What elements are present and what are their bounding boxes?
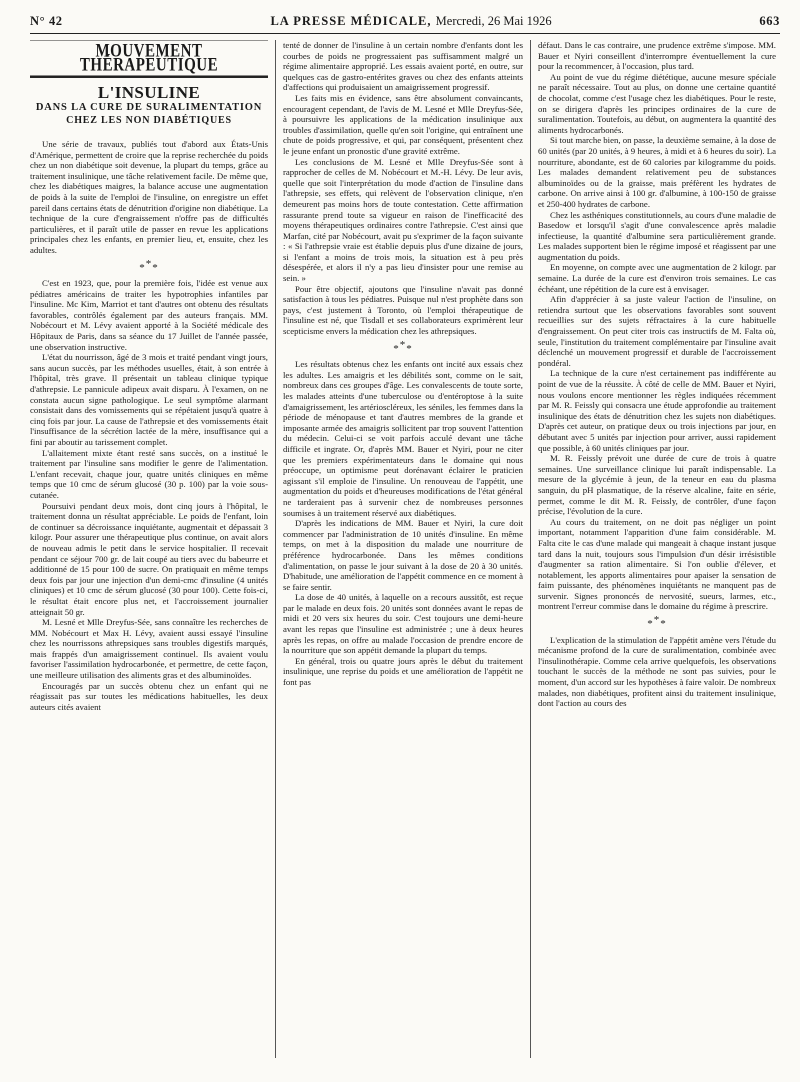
paragraph: C'est en 1923, que, pour la première fois, l'idée est venue aux pédiatres américains de traiter les hypotrophies infantiles par l'insuline. Mc Kim, Marriot et tant d'autres ont obtenu des résultats favorables, contrôlés également par des auteurs français. MM. Nobécourt et M. Lévy avaient apporté à la Société médicale des Hôpitaux de Paris, dans sa séance du 17 Juillet de l'année passée, une observation instructive. [30,278,268,352]
column-2 [275,40,531,1058]
title-line-1: L'INSULINE [97,83,201,103]
journal-masthead [270,14,551,29]
paragraph: La dose de 40 unités, à laquelle on a recours aussitôt, est reçue par le malade en deux fois. 20 unités sont données avant le repas de midi et 20 vers six heures du soir. C'est toujours une demi-heure avant les repas que l'insuline est administrée ; une à deux heures après les repas, on offre au malade l'occasion de prendre encore de la nourriture que son appétit demande la plupart du temps. [283,592,523,656]
paragraph: défaut. Dans le cas contraire, une prudence extrême s'impose. MM. Bauer et Nyiri conseillent d'interrompre éventuellement la cure pour la recommencer, à l'occasion, plus tard. [538,40,776,72]
section-separator: *** [647,614,667,631]
journal-page [30,14,780,1074]
paragraph: M. R. Feissly prévoit une durée de cure de trois à quatre semaines. Une surveillance clinique lui paraît indispensable. La mesure de la glycémie à jeun, de la teneur en eau du plasma sanguin, du pH plasmatique, de la réserve alcaline, faite en série, permet, comme le dit M. R. Feissly, de contrôler, d'une façon précise, l'évolution de la cure. [538,453,776,517]
paragraph: Les résultats obtenus chez les enfants ont incité aux essais chez les adultes. Les amaigris et les débilités sont, comme on le sait, nombreux dans ces groupes d'âge. Les convalescents de toute sorte, les malades atteints d'une tuberculose ou d'entéroptose à la suite d'amaigrissement, les artérioscléreux, les séniles, les femmes dans la période de ménopause et tant d'autres membres de la grande et imposante armée des amaigris sollicitent par trop souvent l'attention du médecin. Celui-ci se voit parfois acculé devant une tâche difficile et ingrate. Or, d'après MM. Bauer et Nyiri, pour ne citer que les premiers expérimentateurs dans le domaine qui nous préoccupe, un optimisme peut dorénavant éclairer le praticien agissant s'il emploie de l'insuline. Un renouveau de l'appétit, une augmentation du poids et d'heureuses modifications de l'état général ne tarderaient pas à survenir chez de nombreuses personnes soumises à un traitement réservé aux diabétiques. [283,359,523,518]
paragraph: En moyenne, on compte avec une augmentation de 2 kilogr. par semaine. La durée de la cure est d'environ trois semaines. Le cas échéant, une répétition de la cure est à envisager. [538,262,776,294]
paragraph: Au cours du traitement, on ne doit pas négliger un point important, notamment l'apparition d'une faim considérable. M. Falta cite le cas d'une malade qui mangeait à chaque instant jusque tard dans la nuit, toujours sous l'impulsion d'un désir irrésistible d'augmenter sa ration alimentaire. Si l'on oublie d'élever, et notablement, les apports alimentaires pour apaiser la sensation de faim puissante, des phénomènes inquiétants ne manquent pas de survenir. Signes prononcés de nervosité, sueurs, larmes, etc., montrent l'erreur commise dans le domaine du régime à prescrire. [538,516,776,612]
title-line-2: DANS LA CURE DE SURALIMENTATION [35,101,263,113]
paragraph: M. Lesné et Mlle Dreyfus-Sée, sans connaître les recherches de MM. Nobécourt et Max H. Lévy, avaient aussi essayé l'insuline chez les nourrissons athrepsiques sans troubles digestifs marqués, mais frappés d'un amaigrissement continuel. Ils avaient voulu favoriser l'assimilation hydrocarbonée, et permettre, de cette façon, une meilleure utilisation des aliments gras et des albuminoïdes. [30,617,268,681]
paragraph: Les faits mis en évidence, sans être absolument convaincants, encouragent cependant, de l'avis de M. Lesné et Mlle Dreyfus-Sée, à poursuivre les applications de la médication insulinique aux troubles d'assimilation, quelle qu'en soit l'origine, qui entraînent une chute de poids progressive, et qui, par conséquent, présentent chez le jeune enfant un pronostic d'une gravité extrême. [283,92,523,156]
paragraph: L'état du nourrisson, âgé de 3 mois et traité pendant vingt jours, sans aucun succès, par les méthodes usuelles, était, à son entrée à l'hôpital, très grave. Il présentait un tableau clinique typique d'athrepsie. Le pannicule adipeux avait disparu. À l'examen, on ne constata aucun signe pathologique. Le seul symptôme alarmant consistait dans des vomissements qui se répétaient jusqu'à quatre à cinq fois par jour. La cause de l'athrepsie et des vomissements était l'insuffisance de la sécrétion lactée de la mère, insuffisance qui a fini par aboutir au tarissement complet. [30,352,268,447]
article-title [30,83,268,127]
journal-name: LA PRESSE MÉDICALE, [270,14,432,28]
title-line-3: CHEZ LES NON DIABÉTIQUES [66,115,232,127]
paragraph: Chez les asthéniques constitutionnels, au cours d'une maladie de Basedow et lorsqu'il s'agit d'une convalescence après maladie infectieuse, la quantité d'albumine sera particulièrement grande. Les malades supportent bien le régime imposé et réagissent par une augmentation du poids. [538,209,776,262]
paragraph: tenté de donner de l'insuline à un certain nombre d'enfants dont les courbes de poids ne progressaient pas suffisamment malgré un régime alimentaire approprié. Les essais avaient porté, en outre, sur quelques cas de gastro-entérites graves ou chez des enfants atteints d'affections qui produisaient un amaigrissement progressif. [283,40,523,93]
paragraph: Les conclusions de M. Lesné et Mlle Dreyfus-Sée sont à rapprocher de celles de M. Nobécourt et M.-H. Lévy. De leur avis, quelle que soit l'interprétation du mode d'action de l'insuline dans l'athrepsie, ses effets, qui relèvent de l'observation clinique, n'en demeurent pas moins hors de toute contestation. Cette affirmation rassurante prend toute sa vigueur en raison de l'inefficacité des moyens thérapeutiques ordinaires contre l'athrepsie. C'est ainsi que Marfan, cité par Nobécourt, avait pu s'exprimer de la façon suivante : « Si l'athrepsie vraie est établie depuis plus d'une dizaine de jours, si l'enfant a moins de trois mois, la situation est à peu près désespérée, et alors il n'y a pas lieu d'insister pour une remise au sein. » [283,156,523,284]
paragraph: Une série de travaux, publiés tout d'abord aux États-Unis d'Amérique, permettent de croire que la reprise recherchée du poids chez un non diabétique soit devenue, la plupart du temps, grâce au traitement insulinique, une tâche relativement facile. De même que, chez les diabétiques maigres, la balance accuse une augmentation de poids à la suite de l'emploi de l'insuline, on enregistre un effet pareil dans certains états de dénutrition d'origine non diabétique. La technique de la cure d'engraissement n'offre pas de difficultés particulières, et il paraît utile de passer en revue les applications principales chez les enfants, en premier lieu, et, ensuite, chez les adultes. [30,138,268,255]
page-number: 663 [759,14,780,28]
paragraph: Si tout marche bien, on passe, la deuxième semaine, à la dose de 60 unités (par 20 unités, à 9 heures, à midi et à 6 heures du soir). La nourriture, abondante, est de 60 calories par kilogramme du poids. Les malades demandent relativement peu de substances albuminoïdes ou de la graisse, mais préfèrent les hydrates de carbone. On arrive ainsi à 100 gr. d'albumine, à 100-150 de graisse et 250-400 hydrates de carbone. [538,135,776,209]
issue-date: Mercredi, 26 Mai 1926 [435,14,552,28]
section-heading: MOUVEMENT THÉRAPEUTIQUE [30,40,268,78]
article-columns [30,40,780,1058]
paragraph: D'après les indications de MM. Bauer et Nyiri, la cure doit commencer par l'administration de 10 unités d'insuline. En même temps, on met à la disposition du malade une nourriture de préférence hydrocarbonée. Dans les mêmes conditions d'alimentation, on passe le jour suivant à la dose de 20 à 30 unités. D'habitude, une amélioration de l'appétit commence en ce moment à se faire sentir. [283,518,523,592]
issue-number: N° 42 [30,14,63,28]
section-separator: *** [393,338,413,355]
column-1 [30,40,275,1058]
section-separator: *** [139,257,159,274]
paragraph: En général, trois ou quatre jours après le début du traitement insulinique, une reprise du poids et une amélioration de l'appétit ne font pas [283,655,523,688]
paragraph: L'allaitement mixte étant resté sans succès, on a institué le traitement par l'insuline sans modifier le genre de l'alimentation. L'enfant recevait, chaque jour, quatre unités cliniques en même temps que 10 cmc de sérum glucosé (30 p. 100) par la voie sous-cutanée. [30,447,268,500]
header-rule [30,33,780,34]
paragraph: Au point de vue du régime diététique, aucune mesure spéciale ne paraît nécessaire. Tout au plus, on donne une certaine quantité de chocolat, comme c'est l'usage chez les diabétiques. Pour le reste, on se dirigera d'après les principes ordinaires de la cure de suralimentation. Toutefois, au début, on augmentera la quantité des aliments hydrocarbonés. [538,71,776,135]
paragraph: Encouragés par un succès obtenu chez un enfant qui ne réagissait pas sur toutes les médications habituelles, les deux auteurs cités avaient [30,680,268,712]
paragraph: La technique de la cure n'est certainement pas indifférente au point de vue de la réussite. À côté de celle de MM. Bauer et Nyiri, nous voulons encore mentionner les règles indiquées récemment par M. R. Feissly qui consacra une étude approfondie au traitement insulinique des états de dénutrition chez les sujets non diabétiques. D'après cet auteur, on pratique deux ou trois injections par jour, en débutant avec 5 unités par injection pour arriver, aussi rapidement que possible, à 60 unités cliniques par jour. [538,368,776,453]
paragraph: Afin d'apprécier à sa juste valeur l'action de l'insuline, on retiendra surtout que les observations favorables sont souvent recueillies sur des sujets réfractaires à la cure habituelle d'engraissement. On peut citer trois cas instructifs de M. Falta où, seule, l'institution du traitement complémentaire par l'insuline avait déclenché un mouvement progressif et durable de l'accroissement pondéral. [538,294,776,368]
paragraph: L'explication de la stimulation de l'appétit amène vers l'étude du mécanisme profond de la cure de suralimentation, combinée avec l'insulinothérapie. Comme cela arrive quelquefois, les observations touchant le succès de la méthode ne sont pas suivies, pour le moment, d'un accord sur les hypothèses à faire valoir. De nombreux malades, non diabétiques, profitent ainsi du traitement insulinique, dont l'action au cours des [538,634,776,709]
paragraph: Pour être objectif, ajoutons que l'insuline n'avait pas donné satisfaction à tous les pédiatres. Puisque nul n'est prophète dans son pays, c'est justement à Toronto, où l'emploi thérapeutique de l'insuline est né, que Tisdall et ses collaborateurs exprimèrent leur scepticisme envers la médication chez les athrepsiques. [283,283,523,337]
column-3 [531,40,776,1058]
running-header [30,14,780,32]
paragraph: Poursuivi pendant deux mois, dont cinq jours à l'hôpital, le traitement donna un résultat appréciable. Le poids de l'enfant, loin de continuer sa décroissance inquiétante, augmentait et dépassait 3 kilogr. Pour assurer une thérapeutique plus continue, on avait alors de nouveau admis le petit dans le service hospitalier. Il recevait pendant ce séjour 700 gr. de lait coupé au tiers avec du babeurre et additionné de 15 pour 100 de sucre. On pratiquait en même temps deux fois par jour une injection d'un demi-cmc d'insuline (4 unités cliniques) et 10 cmc de sérum glucosé (30 pour 100). Cette fois-ci, le résultat était encore plus net, et l'accroissement journalier atteignait 50 gr. [30,500,268,617]
